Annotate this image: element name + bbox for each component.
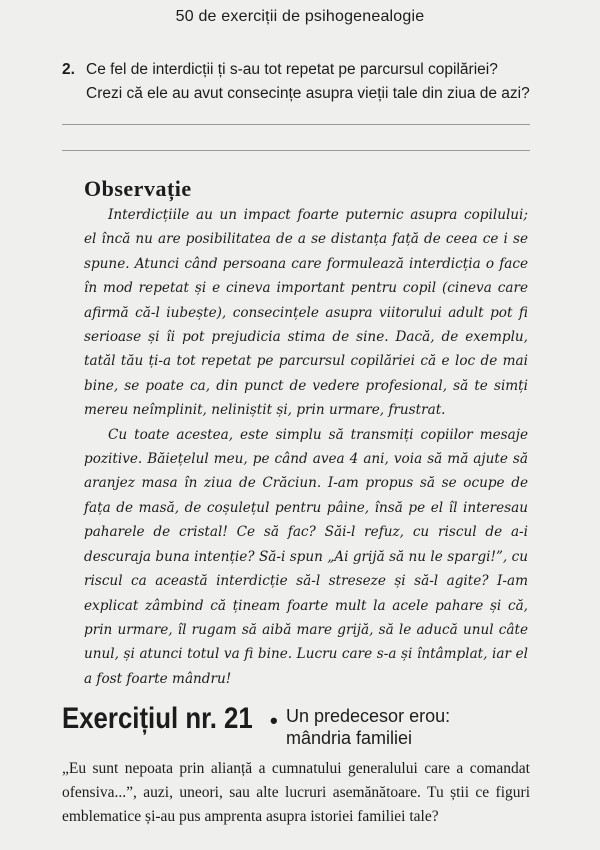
observation-heading: Observație xyxy=(84,176,192,201)
exercise-subtitle-line: mândria familiei xyxy=(286,728,413,748)
exercise-question xyxy=(62,58,532,106)
exercise-body: „Eu sunt nepoata prin alianță a cumnatului generalului care a comandat ofensiva...”, auzi, uneori, sau alte lucruri asemănătoare. Tu știi ce figuri emblematice și-au pus amprenta asupra istoriei familiei tale? xyxy=(62,760,530,825)
question-text: Ce fel de interdicții ți s-au tot repetat pe parcursul copilăriei? Crezi că ele au avut consecințe asupra vieții tale din ziua de azi? xyxy=(86,61,530,102)
exercise-subtitle-line: Un predecesor erou: xyxy=(286,706,451,726)
observation-body xyxy=(84,203,528,691)
question-number: 2. xyxy=(62,61,75,78)
exercise-title: Exercițiul nr. 21 xyxy=(62,702,253,735)
observation-paragraph: Interdicțiile au un impact foarte puternic asupra copilului; el încă nu are posibilitatea de a se distanța față de ceea ce i se spune. Atunci când persoana care formulează interdicția o face în mod repetat și e cineva important pentru copil (cineva care afirmă că-l iubește), consecințele asupra viitorului adult pot fi serioase și îi pot prejudicia stima de sine. Dacă, de exemplu, tatăl tău ți-a tot repetat pe parcursul copilăriei că e loc de mai bine, se poate ca, din punct de vedere profesional, să te simți mereu neîmplinit, neliniștit și, prin urmare, frustrat. xyxy=(84,207,528,419)
answer-line xyxy=(62,124,530,125)
answer-line xyxy=(62,150,530,151)
running-header: 50 de exerciții de psihogenealogie xyxy=(175,8,425,25)
title-bullet: • xyxy=(270,708,278,733)
exercise-subtitle xyxy=(286,705,526,749)
observation-paragraph: Cu toate acestea, este simplu să transmiți copiilor mesaje pozitive. Băiețelul meu, pe când avea 4 ani, voia să mă ajute să aranjez masa în ziua de Crăciun. I-am propus să se ocupe de fața de masă, de coșulețul pentru pâine, însă pe el îl interesau paharele de cristal! Ce să fac? Săi-l refuz, cu riscul de a-i descuraja buna intenție? Să-i spun „Ai grijă să nu le spargi!”, cu riscul ca această interdicție să-l streseze și să-l agite? I-am explicat zâmbind că țineam foarte mult la acele pahare și că, prin urmare, îl rugam să aibă mare grijă, să le aducă unul câte unul, și atunci totul va fi bine. Lucru care s-a și întâmplat, iar el a fost foarte mândru! xyxy=(84,426,528,687)
